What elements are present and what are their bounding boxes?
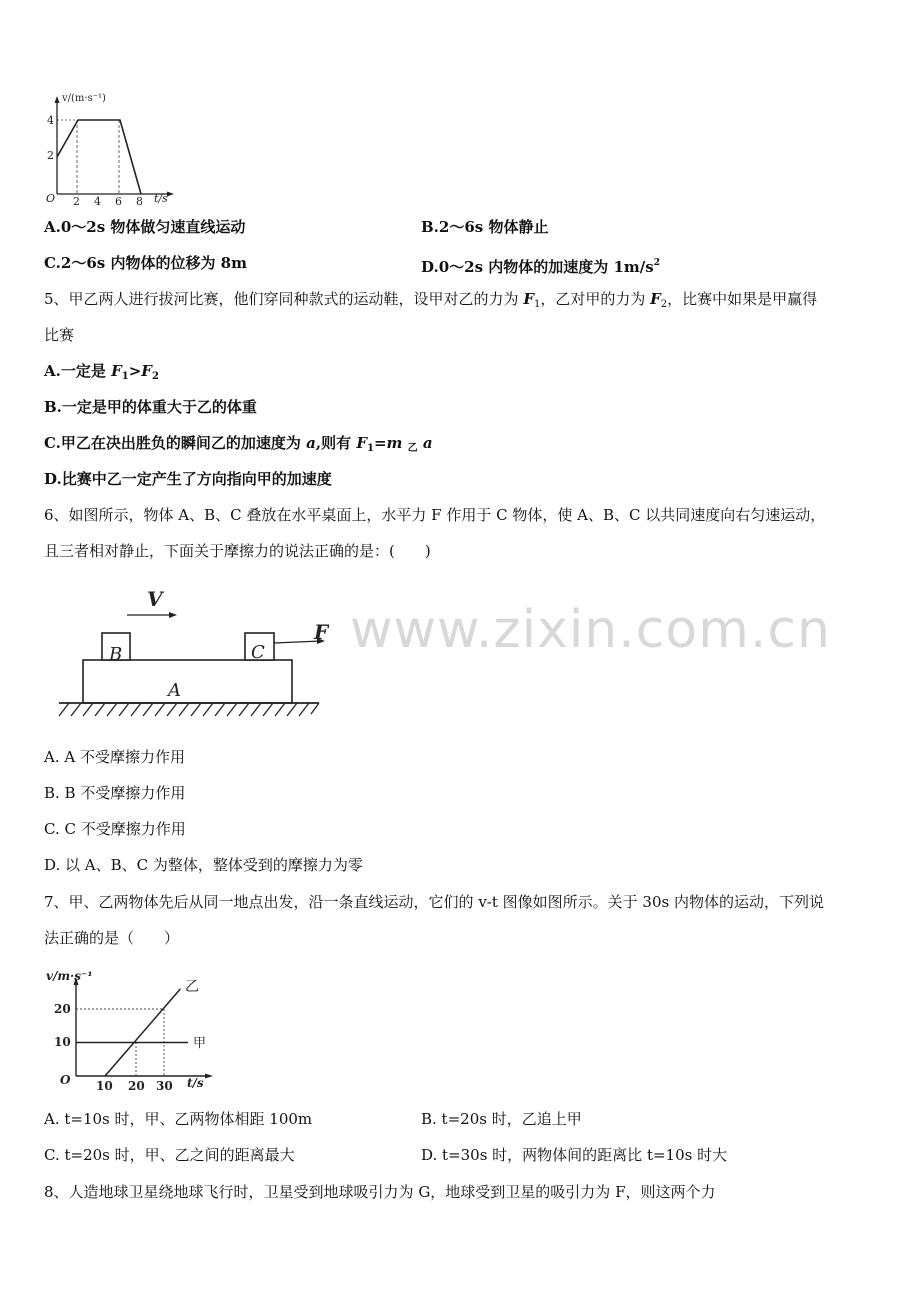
blocks-diagram bbox=[55, 585, 330, 720]
q5-option-a: A.一定是 $F_1>F_2$ bbox=[44, 362, 159, 382]
q6-option-a: A. A 不受摩擦力作用 bbox=[44, 748, 185, 766]
x-axis-label: t/s bbox=[187, 1076, 204, 1090]
q5-stem-line2: 比赛 bbox=[44, 326, 75, 344]
q7-option-c: C. t=20s 时，甲、乙之间的距离最大 bbox=[44, 1146, 295, 1164]
series-yi-line bbox=[105, 989, 180, 1076]
block-a bbox=[83, 660, 292, 703]
q6-stem-line2: 且三者相对静止，下面关于摩擦力的说法正确的是：( ) bbox=[44, 542, 431, 560]
watermark: www.zixin.com.cn bbox=[350, 600, 831, 660]
q4-option-a: A.0～2s 物体做匀速直线运动 bbox=[44, 218, 246, 236]
x-tick-10: 10 bbox=[96, 1079, 113, 1092]
q5-option-b: B.一定是甲的体重大于乙的体重 bbox=[44, 398, 257, 416]
q8-stem: 8、人造地球卫星绕地球飞行时，卫星受到地球吸引力为 G，地球受到卫星的吸引力为 F，则这两个力 bbox=[44, 1183, 716, 1201]
q6-stem: 6、如图所示，物体 A、B、C 叠放在水平桌面上，水平力 F 作用于 C 物体，使 A、B、C 以共同速度向右匀速运动， bbox=[44, 506, 826, 524]
ground-hatch bbox=[59, 703, 319, 716]
force-label: F bbox=[314, 620, 329, 644]
q5-stem: 5、甲乙两人进行拔河比赛，他们穿同种款式的运动鞋，设甲对乙的力为 $F_1$，乙对甲的力为 $F_2$，比赛中如果是甲赢得 bbox=[44, 290, 818, 310]
q7-option-b: B. t=20s 时，乙追上甲 bbox=[421, 1110, 582, 1128]
origin-label: O bbox=[60, 1073, 71, 1087]
x-tick-30: 30 bbox=[156, 1079, 173, 1092]
origin-label: O bbox=[46, 192, 56, 205]
y-axis-label: v/(m·s⁻¹) bbox=[62, 93, 106, 104]
q7-option-d: D. t=30s 时，两物体间的距离比 t=10s 时大 bbox=[421, 1146, 728, 1164]
y-tick-20: 20 bbox=[54, 1002, 71, 1016]
series-yi-label: 乙 bbox=[185, 979, 199, 995]
x-tick-20: 20 bbox=[128, 1079, 145, 1092]
x-tick-6: 6 bbox=[115, 195, 122, 206]
block-b-label: B bbox=[109, 644, 123, 665]
q4-option-b: B.2～6s 物体静止 bbox=[421, 218, 549, 236]
q4-option-d: D.0～2s 内物体的加速度为 $1m/s^2$ bbox=[421, 258, 660, 276]
block-a-label: A bbox=[168, 680, 181, 701]
block-c-label: C bbox=[251, 642, 265, 663]
q5-option-c: C.甲乙在决出胜负的瞬间乙的加速度为 a,则有 $F_1=m$ $_乙$ a bbox=[44, 434, 433, 454]
q7-option-a: A. t=10s 时，甲、乙两物体相距 100m bbox=[44, 1110, 313, 1128]
y-tick-10: 10 bbox=[54, 1035, 71, 1049]
q6-option-d: D. 以 A、B、C 为整体，整体受到的摩擦力为零 bbox=[44, 856, 363, 874]
vt-graph-2 bbox=[40, 960, 220, 1092]
y-tick-4: 4 bbox=[47, 114, 54, 127]
q7-stem: 7、甲、乙两物体先后从同一地点出发，沿一条直线运动，它们的 v-t 图像如图所示。关于 30s 内物体的运动，下列说 bbox=[44, 893, 824, 911]
x-tick-8: 8 bbox=[136, 195, 143, 206]
q5-option-d: D.比赛中乙一定产生了方向指向甲的加速度 bbox=[44, 470, 332, 488]
x-tick-2: 2 bbox=[73, 195, 80, 206]
q7-stem-line2: 法正确的是（ ） bbox=[44, 929, 180, 947]
vt-graph-1 bbox=[40, 88, 180, 206]
y-axis-label: v/m·s⁻¹ bbox=[46, 969, 93, 983]
velocity-label: V bbox=[147, 587, 163, 611]
q6-option-b: B. B 不受摩擦力作用 bbox=[44, 784, 186, 802]
x-axis-label: t/s bbox=[154, 192, 168, 205]
velocity-line bbox=[57, 120, 141, 194]
y-tick-2: 2 bbox=[47, 149, 54, 162]
x-tick-4: 4 bbox=[94, 195, 101, 206]
q4-option-c: C.2～6s 内物体的位移为 8m bbox=[44, 254, 247, 272]
q6-option-c: C. C 不受摩擦力作用 bbox=[44, 820, 186, 838]
series-jia-label: 甲 bbox=[193, 1036, 207, 1051]
